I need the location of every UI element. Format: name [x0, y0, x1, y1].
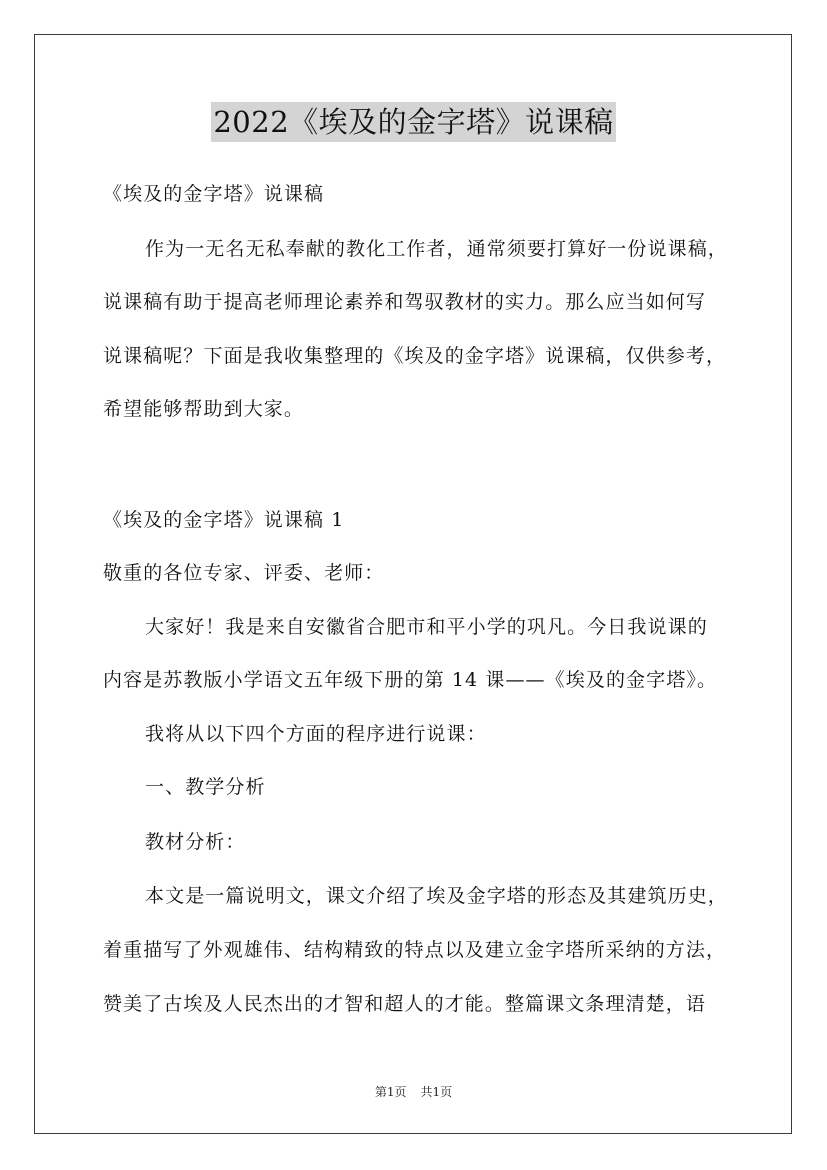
- paragraph-line: 本文是一篇说明文，课文介绍了埃及金字塔的形态及其建筑历史，: [145, 885, 728, 907]
- paragraph-line: 大家好！我是来自安徽省合肥市和平小学的巩凡。今日我说课的: [145, 616, 708, 638]
- section-subheading: 教材分析：: [145, 831, 246, 853]
- document-title: 2022《埃及的金字塔》说课稿: [211, 102, 615, 142]
- title-container: [0, 102, 827, 142]
- salutation-line: 敬重的各位专家、评委、老师：: [103, 562, 385, 584]
- paragraph-line: 赞美了古埃及人民杰出的才智和超人的才能。整篇课文条理清楚，语: [103, 993, 707, 1015]
- page-number-total: 共1页: [420, 1085, 453, 1099]
- paragraph-line: 说课稿有助于提高老师理论素养和驾驭教材的实力。那么应当如何写: [103, 291, 707, 313]
- subtitle-line: 《埃及的金字塔》说课稿: [103, 183, 325, 205]
- section-subheading: 一、教学分析: [145, 776, 266, 798]
- paragraph-line: 说课稿呢？下面是我收集整理的《埃及的金字塔》说课稿，仅供参考，: [103, 345, 727, 367]
- paragraph-line: 内容是苏教版小学语文五年级下册的第 14 课——《埃及的金字塔》。: [103, 669, 718, 691]
- paragraph-line: 着重描写了外观雄伟、结构精致的特点以及建立金字塔所采纳的方法，: [103, 939, 727, 961]
- paragraph-line: 作为一无名无私奉献的教化工作者，通常须要打算好一份说课稿，: [145, 238, 728, 260]
- paragraph-line: 希望能够帮助到大家。: [103, 398, 305, 420]
- page-footer: [0, 1084, 827, 1100]
- section-heading: 《埃及的金字塔》说课稿 1: [103, 509, 345, 531]
- paragraph-line: 我将从以下四个方面的程序进行说课：: [145, 723, 487, 745]
- page-number-current: 第1页: [374, 1085, 407, 1099]
